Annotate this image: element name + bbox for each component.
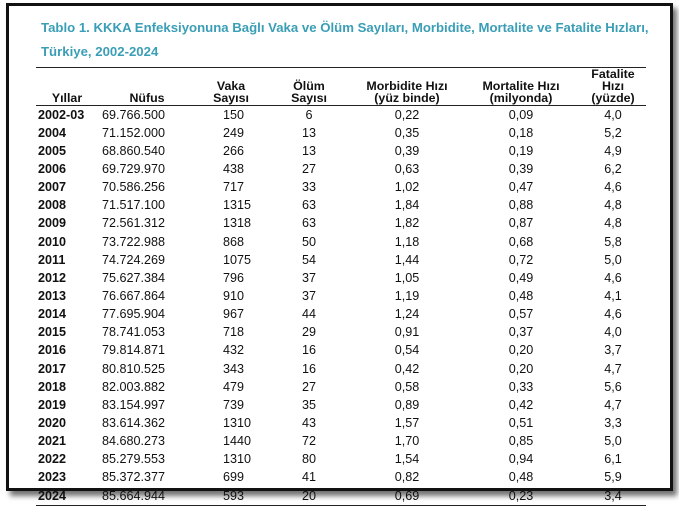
cell-morbidity: 0,91: [394, 325, 420, 340]
cell-deaths: 16: [301, 361, 316, 376]
cell-deaths: 27: [301, 379, 316, 394]
cell-cases: 1315: [223, 198, 252, 213]
cell-cases: 1318: [223, 216, 252, 231]
cell-cases: 910: [223, 288, 245, 303]
table-row: [36, 106, 646, 125]
table-row: [36, 124, 646, 142]
cell-population: 85.279.553: [102, 452, 166, 467]
cell-year: 2014: [38, 307, 67, 322]
cell-cases: 432: [223, 343, 245, 358]
cell-population: 85.664.944: [98, 487, 196, 506]
cell-fatality: 3,3: [604, 415, 622, 430]
cell-morbidity: 0,82: [394, 470, 420, 485]
cell-year: 2017: [38, 361, 67, 376]
table-row: [36, 142, 646, 160]
header-mortality: Mortalite Hızı (milyonda): [462, 68, 580, 106]
cell-deaths: 13: [301, 143, 316, 158]
cell-deaths: 37: [301, 288, 316, 303]
table-row: [36, 306, 646, 324]
cell-morbidity: 0,42: [394, 361, 420, 376]
table-row: [36, 396, 646, 414]
cell-morbidity: 0,39: [394, 143, 420, 158]
cell-mortality: 0,72: [508, 252, 534, 267]
table-row: [36, 324, 646, 342]
cell-mortality: 0,85: [508, 434, 534, 449]
cell-morbidity: 0,89: [394, 397, 420, 412]
cell-cases: 593: [196, 487, 266, 506]
cell-morbidity: 1,82: [394, 216, 420, 231]
cell-population: 68.860.540: [102, 143, 166, 158]
cell-deaths: 20: [266, 487, 352, 506]
cell-population: 77.695.904: [102, 307, 166, 322]
cell-fatality: 4,0: [604, 325, 622, 340]
table-row: [36, 342, 646, 360]
table-row: [36, 287, 646, 305]
cell-population: 85.372.377: [102, 470, 166, 485]
cell-morbidity: 0,58: [394, 379, 420, 394]
cell-mortality: 0,23: [462, 487, 580, 506]
cell-deaths: 41: [301, 470, 316, 485]
cell-fatality: 5,2: [604, 125, 622, 140]
table-row: [36, 451, 646, 469]
cell-population: 76.667.864: [102, 288, 166, 303]
cell-population: 74.724.269: [102, 252, 166, 267]
cell-mortality: 0,47: [508, 180, 534, 195]
cell-fatality: 4,8: [604, 198, 622, 213]
cell-year: 2005: [38, 143, 67, 158]
cell-deaths: 35: [301, 397, 316, 412]
cell-morbidity: 1,44: [394, 252, 420, 267]
cell-cases: 266: [223, 143, 245, 158]
cell-mortality: 0,20: [508, 361, 534, 376]
cell-fatality: 4,6: [604, 180, 622, 195]
cell-year: 2006: [38, 161, 67, 176]
cell-population: 78.741.053: [102, 325, 166, 340]
cell-population: 79.814.871: [102, 343, 166, 358]
header-year: Yıllar: [36, 68, 98, 106]
cell-fatality: 5,6: [604, 379, 622, 394]
cell-mortality: 0,39: [508, 161, 534, 176]
cell-year: 2016: [38, 343, 67, 358]
cell-year: 2015: [38, 325, 67, 340]
cell-cases: 1310: [223, 415, 252, 430]
cell-fatality: 5,0: [604, 252, 622, 267]
cell-mortality: 0,87: [508, 216, 534, 231]
cell-deaths: 80: [301, 452, 316, 467]
cell-deaths: 50: [301, 234, 316, 249]
header-population: Nüfus: [98, 68, 196, 106]
cell-year: 2019: [38, 397, 67, 412]
cell-mortality: 0,57: [508, 307, 534, 322]
cell-cases: 438: [223, 161, 245, 176]
cell-morbidity: 1,70: [394, 434, 420, 449]
cell-fatality: 6,1: [604, 452, 622, 467]
header-morbidity: Morbidite Hızı (yüz binde): [352, 68, 462, 106]
header-row: [36, 68, 646, 106]
cell-year: 2013: [38, 288, 67, 303]
cell-fatality: 4,9: [604, 143, 622, 158]
cell-population: 71.152.000: [102, 125, 166, 140]
cell-mortality: 0,37: [508, 325, 534, 340]
cell-deaths: 27: [301, 161, 316, 176]
cell-population: 83.614.362: [102, 415, 166, 430]
cell-deaths: 6: [305, 107, 313, 122]
cell-mortality: 0,88: [508, 198, 534, 213]
cell-cases: 1310: [223, 452, 252, 467]
cell-population: 70.586.256: [102, 180, 166, 195]
cell-population: 75.627.384: [102, 270, 166, 285]
table-body: [36, 106, 646, 506]
cell-mortality: 0,48: [508, 470, 534, 485]
cell-deaths: 44: [301, 307, 316, 322]
table-row: [36, 179, 646, 197]
cell-year: 2018: [38, 379, 67, 394]
cell-year: 2010: [38, 234, 67, 249]
cell-mortality: 0,51: [508, 415, 534, 430]
cell-mortality: 0,94: [508, 452, 534, 467]
cell-deaths: 37: [301, 270, 316, 285]
data-table: [36, 67, 646, 506]
cell-deaths: 63: [301, 216, 316, 231]
cell-year: 2011: [38, 252, 66, 267]
table-row: [36, 360, 646, 378]
cell-year: 2008: [38, 198, 67, 213]
cell-morbidity: 0,54: [394, 343, 420, 358]
cell-fatality: 4,6: [604, 270, 622, 285]
cell-morbidity: 1,18: [394, 234, 420, 249]
cell-fatality: 4,7: [604, 397, 622, 412]
cell-fatality: 3,4: [580, 487, 646, 506]
header-cases: Vaka Sayısı: [196, 68, 266, 106]
cell-fatality: 5,0: [604, 434, 622, 449]
cell-year: 2009: [38, 216, 67, 231]
table-title: Tablo 1. KKKA Enfeksiyonuna Bağlı Vaka ve Ölüm Sayıları, Morbidite, Mortalite ve Fatalite Hızları, Türkiye, 2002-2024: [41, 20, 649, 59]
cell-fatality: 4,1: [604, 288, 622, 303]
table-row: [36, 160, 646, 178]
cell-mortality: 0,19: [508, 143, 534, 158]
cell-fatality: 6,2: [604, 161, 622, 176]
cell-year: 2004: [38, 125, 67, 140]
cell-cases: 343: [223, 361, 245, 376]
cell-year: 2022: [38, 452, 67, 467]
cell-mortality: 0,48: [508, 288, 534, 303]
cell-population: 69.729.970: [102, 161, 166, 176]
cell-deaths: 72: [301, 434, 316, 449]
cell-cases: 868: [223, 234, 245, 249]
cell-population: 69.766.500: [102, 107, 166, 122]
cell-population: 71.517.100: [102, 198, 166, 213]
cell-cases: 1075: [223, 252, 252, 267]
cell-year: 2024: [36, 487, 98, 506]
cell-morbidity: 1,19: [394, 288, 420, 303]
cell-mortality: 0,42: [508, 397, 534, 412]
cell-deaths: 43: [301, 415, 316, 430]
cell-year: 2007: [38, 180, 67, 195]
cell-year: 2021: [38, 434, 67, 449]
cell-morbidity: 1,57: [394, 415, 420, 430]
cell-year: 2002-03: [38, 107, 85, 122]
cell-deaths: 54: [301, 252, 316, 267]
cell-fatality: 4,7: [604, 361, 622, 376]
cell-morbidity: 0,69: [352, 487, 462, 506]
cell-population: 80.810.525: [102, 361, 166, 376]
cell-cases: 479: [223, 379, 245, 394]
cell-fatality: 5,9: [604, 470, 622, 485]
table-row: [36, 433, 646, 451]
cell-population: 84.680.273: [102, 434, 166, 449]
cell-cases: 717: [223, 180, 245, 195]
cell-population: 73.722.988: [102, 234, 166, 249]
cell-mortality: 0,68: [508, 234, 534, 249]
table-row: [36, 469, 646, 487]
cell-mortality: 0,49: [508, 270, 534, 285]
cell-cases: 150: [223, 107, 245, 122]
cell-population: 83.154.997: [102, 397, 166, 412]
cell-morbidity: 1,05: [394, 270, 420, 285]
cell-deaths: 16: [301, 343, 316, 358]
header-fatality: Fatalite Hızı (yüzde): [580, 68, 646, 106]
cell-mortality: 0,09: [508, 107, 534, 122]
table-row: [36, 197, 646, 215]
cell-deaths: 13: [301, 125, 316, 140]
cell-mortality: 0,18: [508, 125, 534, 140]
cell-deaths: 63: [301, 198, 316, 213]
cell-year: 2023: [38, 470, 67, 485]
cell-fatality: 4,6: [604, 307, 622, 322]
cell-fatality: 3,7: [604, 343, 622, 358]
table-row: [36, 487, 646, 506]
cell-morbidity: 1,02: [394, 180, 420, 195]
cell-cases: 967: [223, 307, 245, 322]
cell-population: 72.561.312: [102, 216, 166, 231]
document-frame: [6, 3, 673, 503]
cell-mortality: 0,33: [508, 379, 534, 394]
cell-fatality: 4,8: [604, 216, 622, 231]
cell-population: 82.003.882: [102, 379, 166, 394]
cell-morbidity: 0,63: [394, 161, 420, 176]
table-row: [36, 269, 646, 287]
cell-cases: 718: [223, 325, 245, 340]
table-row: [36, 378, 646, 396]
table-row: [36, 233, 646, 251]
table-row: [36, 215, 646, 233]
cell-cases: 739: [223, 397, 245, 412]
cell-cases: 1440: [223, 434, 252, 449]
table-row: [36, 414, 646, 432]
cell-cases: 796: [223, 270, 245, 285]
cell-deaths: 29: [301, 325, 316, 340]
cell-morbidity: 1,54: [394, 452, 420, 467]
table-row: [36, 251, 646, 269]
cell-deaths: 33: [301, 180, 316, 195]
cell-year: 2020: [38, 415, 67, 430]
header-deaths: Ölüm Sayısı: [266, 68, 352, 106]
cell-cases: 699: [223, 470, 245, 485]
cell-morbidity: 1,24: [394, 307, 420, 322]
cell-fatality: 4,0: [604, 107, 622, 122]
cell-morbidity: 1,84: [394, 198, 420, 213]
cell-fatality: 5,8: [604, 234, 622, 249]
cell-year: 2012: [38, 270, 67, 285]
cell-mortality: 0,20: [508, 343, 534, 358]
cell-cases: 249: [223, 125, 245, 140]
cell-morbidity: 0,22: [394, 107, 420, 122]
cell-morbidity: 0,35: [394, 125, 420, 140]
